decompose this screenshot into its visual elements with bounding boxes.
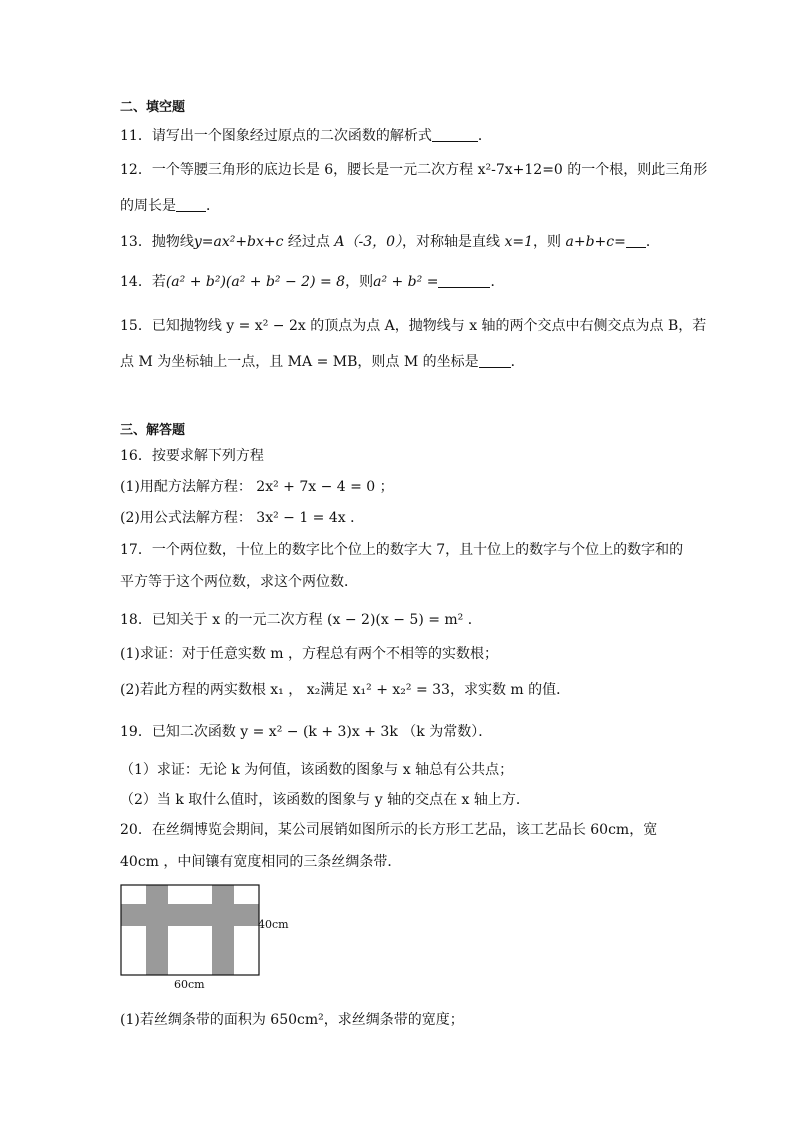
width-label: 60cm: [174, 978, 205, 991]
answer-blank[interactable]: [432, 127, 478, 142]
question-15-line-2: 点 M 为坐标轴上一点，且 MA = MB，则点 M 的坐标是 ．: [120, 354, 525, 370]
question-16-stem: 16．按要求解下列方程: [120, 448, 264, 464]
question-18-part-1: (1)求证：对于任意实数 m ，方程总有两个不相等的实数根；: [120, 646, 499, 662]
question-12-line-2: 的周长是 ．: [120, 198, 220, 214]
question-15-line-1: 15．已知抛物线 y = x² − 2x 的顶点为点 A，抛物线与 x 轴的两个交点中右侧交点为点 B，若: [120, 318, 707, 334]
q11-text: 11．请写出一个图象经过原点的二次函数的解析式: [120, 128, 432, 144]
q14-equation: (a² + b²)(a² + b² − 2) = 8: [165, 274, 346, 290]
vertical-strip-left: [146, 885, 168, 975]
question-17-line-1: 17．一个两位数，十位上的数字比个位上的数字大 7，且十位上的数字与个位上的数字和的: [120, 542, 684, 558]
question-19-stem: 19．已知二次函数 y = x² − (k + 3)x + 3k （k 为常数）．: [120, 724, 493, 740]
question-19-part-1: （1）求证：无论 k 为何值，该函数的图象与 x 轴总有公共点；: [120, 762, 514, 778]
question-12-line-1: 12．一个等腰三角形的底边长是 6，腰长是一元二次方程 x²-7x+12=0 的一个根，则此三角形: [120, 162, 708, 178]
question-20-part-1: (1)若丝绸条带的面积为 650cm²，求丝绸条带的宽度；: [120, 1012, 464, 1028]
answer-blank[interactable]: [479, 353, 511, 368]
q13-point: A（-3，0）: [334, 234, 403, 250]
height-label: 40cm: [258, 918, 289, 931]
section-title-fill-in: 二、填空题: [120, 100, 186, 115]
question-16-part-1: (1)用配方法解方程： 2x² + 7x − 4 = 0 ；: [120, 479, 394, 495]
question-19-part-2: （2）当 k 取什么值时，该函数的图象与 y 轴的交点在 x 轴上方．: [120, 792, 530, 808]
silk-craft-diagram: [120, 884, 320, 994]
question-20-line-2: 40cm ，中间镶有宽度相同的三条丝绸条带．: [120, 854, 402, 870]
question-18-stem: 18．已知关于 x 的一元二次方程 (x − 2)(x − 5) = m² ．: [120, 612, 482, 628]
silk-craft-figure: [120, 884, 320, 994]
question-11: 11．请写出一个图象经过原点的二次函数的解析式 ．: [120, 128, 492, 144]
question-14: 14．若(a² + b²)(a² + b² − 2) = 8，则a² + b² = ．: [120, 274, 505, 290]
q13-formula: y=ax²+bx+c: [193, 234, 284, 250]
craft-outline: [121, 885, 259, 975]
question-20-line-1: 20．在丝绸博览会期间，某公司展销如图所示的长方形工艺品，该工艺品长 60cm，宽: [120, 822, 658, 838]
vertical-strip-right: [212, 885, 234, 975]
question-18-part-2: (2)若此方程的两实数根 x₁ ， x₂满足 x₁² + x₂² = 33，求实数 m 的值．: [120, 682, 571, 698]
horizontal-strip: [121, 904, 259, 926]
answer-blank[interactable]: [626, 233, 646, 248]
section-title-solve: 三、解答题: [120, 423, 186, 438]
answer-blank[interactable]: [176, 197, 206, 212]
question-13: 13．抛物线y=ax²+bx+c 经过点 A（-3，0），对称轴是直线 x=1，则 a+b+c= ．: [120, 234, 660, 250]
question-17-line-2: 平方等于这个两位数，求这个两位数．: [120, 574, 358, 590]
question-16-part-2: (2)用公式法解方程： 3x² − 1 = 4x ．: [120, 510, 365, 526]
answer-blank[interactable]: [438, 273, 490, 288]
